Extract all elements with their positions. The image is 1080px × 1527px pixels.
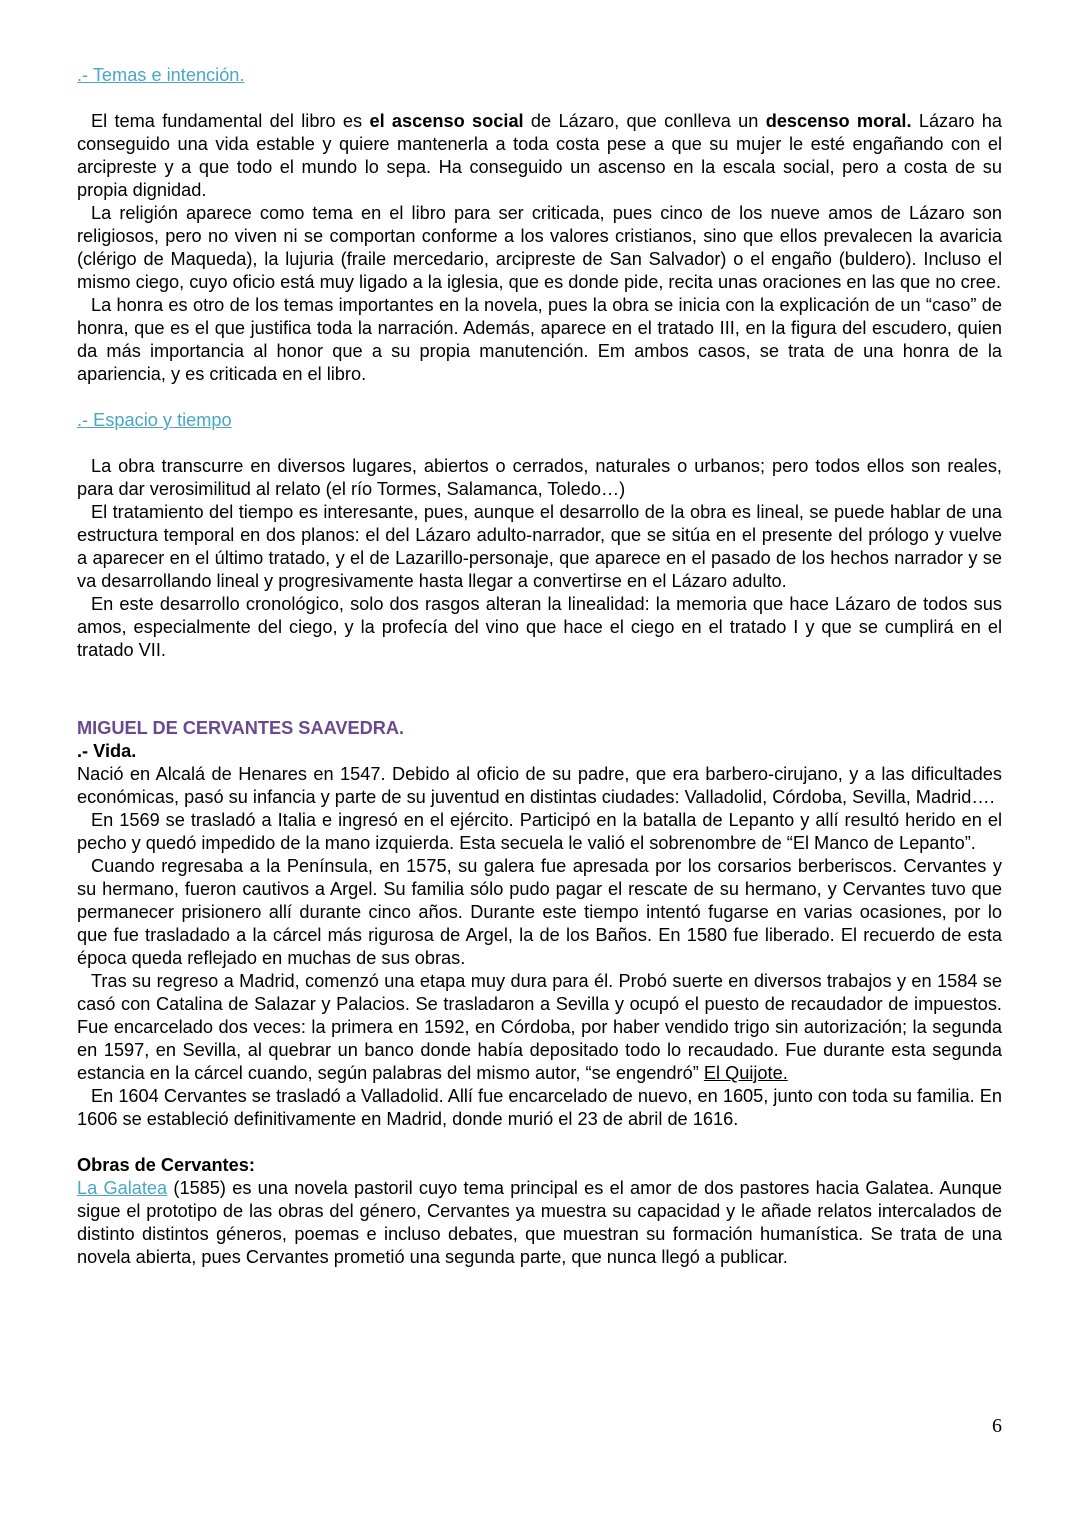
subsection-title: Obras de Cervantes:	[77, 1155, 255, 1175]
section-link-temas[interactable]: .- Temas e intención.	[77, 65, 245, 85]
page-content	[77, 64, 1002, 1269]
book-title: El Quijote.	[703, 1063, 788, 1083]
paragraph: La obra transcurre en diversos lugares, abiertos o cerrados, naturales o urbanos; pero todos ellos son reales, para dar verosimilitud al relato (el río Tormes, Salamanca, Toledo…)	[77, 456, 1002, 499]
page-number: 6	[992, 1415, 1002, 1437]
section-heading: MIGUEL DE CERVANTES SAAVEDRA.	[77, 718, 405, 738]
bold-phrase: descenso moral.	[765, 111, 912, 131]
paragraph: Nació en Alcalá de Henares en 1547. Debido al oficio de su padre, que era barbero-cirujano, y a las dificultades económicas, pasó su infancia y parte de su juventud en distintas ciudades: Valladolid, Córdoba, Sevilla, Madrid….	[77, 764, 1002, 807]
paragraph: La Galatea (1585) es una novela pastoril cuyo tema principal es el amor de dos pastores hacia Galatea. Aunque sigue el prototipo de las obras del género, Cervantes ya muestra su capacidad y le añade relatos intercalados de distinto distintos géneros, poemas e incluso debates, que muestran su formación humanística. Se trata de una novela abierta, pues Cervantes prometió una segunda parte, que nunca llegó a publicar.	[77, 1178, 1003, 1267]
paragraph: El tratamiento del tiempo es interesante, pues, aunque el desarrollo de la obra es lineal, se puede hablar de una estructura temporal en dos planos: el del Lázaro adulto-narrador, que se sitúa en el presente del prólogo y vuelve a aparecer en el último tratado, y el de Lazarillo-personaje, que aparece en el pasado de los hechos narrador y se va desarrollando lineal y progresivamente hasta llegar a convertirse en el Lázaro adulto.	[77, 502, 1002, 591]
paragraph: Tras su regreso a Madrid, comenzó una etapa muy dura para él. Probó suerte en diversos trabajos y en 1584 se casó con Catalina de Salazar y Palacios. Se trasladaron a Sevilla y ocupó el puesto de recaudador de impuestos. Fue encarcelado dos veces: la primera en 1592, en Córdoba, por haber vendido trigo sin autorización; la segunda en 1597, en Sevilla, al quebrar un banco donde había depositado todo lo recaudado. Fue durante esta segunda estancia en la cárcel cuando, según palabras del mismo autor, “se engendró” El Quijote.	[77, 971, 1002, 1083]
bold-phrase: el ascenso social	[369, 111, 524, 131]
paragraph: La religión aparece como tema en el libro para ser criticada, pues cinco de los nueve amos de Lázaro son religiosos, pero no viven ni se comportan conforme a los valores cristianos, sino que ellos prevalecen la avaricia (clérigo de Maqueda), la lujuria (fraile mercedario, arcipreste de San Salvador) o el engaño (buldero). Incluso el mismo ciego, cuyo oficio está muy ligado a la iglesia, que es donde pide, recita unas oraciones en las que no cree.	[77, 203, 1002, 292]
paragraph: En 1569 se trasladó a Italia e ingresó en el ejército. Participó en la batalla de Lepanto y allí resultó herido en el pecho y quedó impedido de la mano izquierda. Esta secuela le valió el sobrenombre de “El Manco de Lepanto”.	[77, 810, 1002, 853]
section-link-espacio[interactable]: .- Espacio y tiempo	[77, 410, 232, 430]
paragraph: El tema fundamental del libro es el ascenso social de Lázaro, que conlleva un descenso moral. Lázaro ha conseguido una vida estable y quiere mantenerla a toda costa pese a que su mujer le esté engañando con el arcipreste y a que todo el mundo lo sepa. Ha conseguido un ascenso en la escala social, pero a costa de su propia dignidad.	[77, 111, 1002, 200]
paragraph: En 1604 Cervantes se trasladó a Valladolid. Allí fue encarcelado de nuevo, en 1605, junto con toda su familia. En 1606 se estableció definitivamente en Madrid, donde murió el 23 de abril de 1616.	[77, 1086, 1002, 1129]
paragraph: La honra es otro de los temas importantes en la novela, pues la obra se inicia con la explicación de un “caso” de honra, que es el que justifica toda la narración. Además, aparece en el tratado III, en la figura del escudero, quien da más importancia al honor que a su propia manutención. Em ambos casos, se trata de una honra de la apariencia, y es criticada en el libro.	[77, 295, 1002, 384]
paragraph: Cuando regresaba a la Península, en 1575, su galera fue apresada por los corsarios berberiscos. Cervantes y su hermano, fueron cautivos a Argel. Su familia sólo pudo pagar el rescate de su hermano, y Cervantes tuvo que permanecer prisionero allí durante cinco años. Durante este tiempo intentó fugarse en varias ocasiones, por lo que fue trasladado a la cárcel más rigurosa de Argel, la de los Baños. En 1580 fue liberado. El recuerdo de esta época queda reflejado en muchas de sus obras.	[77, 856, 1002, 968]
galatea-link[interactable]: La Galatea	[77, 1178, 168, 1198]
paragraph: En este desarrollo cronológico, solo dos rasgos alteran la linealidad: la memoria que hace Lázaro de todos sus amos, especialmente del ciego, y la profecía del vino que hace el ciego en el tratado I y que se cumplirá en el tratado VII.	[77, 594, 1002, 660]
subsection-title: .- Vida.	[77, 741, 137, 761]
